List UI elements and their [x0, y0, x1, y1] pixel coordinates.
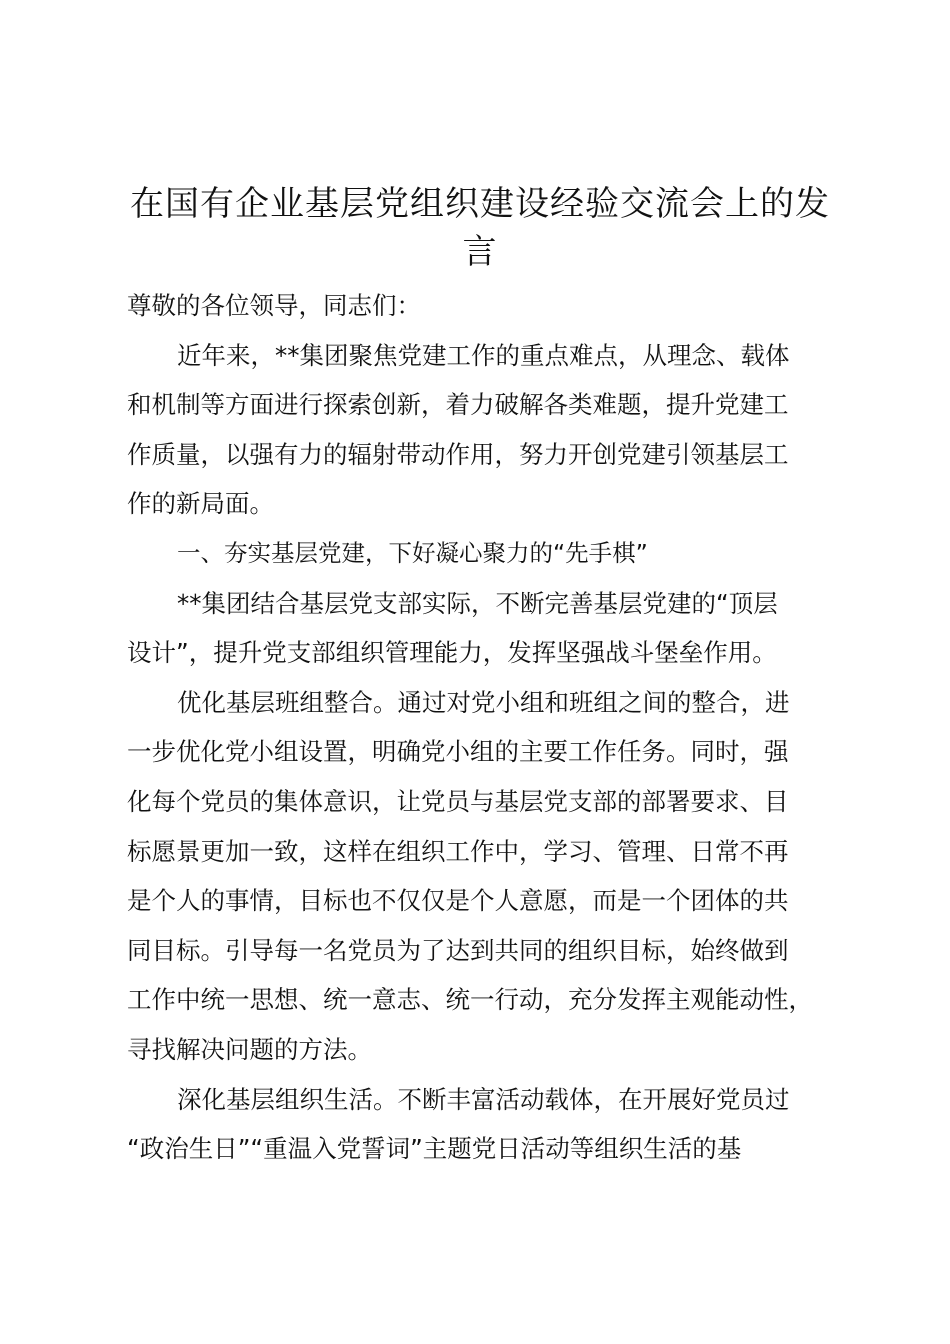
body-line: 寻找解决问题的方法。 [127, 1034, 372, 1064]
body-line: 工作中统一思想、统一意志、统一行动，充分发挥主观能动性， [127, 985, 813, 1015]
body-line: “政治生日”“重温入党誓词”主题党日活动等组织生活的基 [127, 1134, 742, 1164]
body-line: **集团结合基层党支部实际，不断完善基层党建的“顶层 [177, 588, 778, 618]
title-line-1: 在国有企业基层党组织建设经验交流会上的发 [130, 184, 830, 224]
section-heading: 一、夯实基层党建，下好凝心聚力的“先手棋” [177, 538, 648, 567]
body-line: 设计”，提升党支部组织管理能力，发挥坚强战斗堡垒作用。 [127, 638, 777, 668]
body-line: 化每个党员的集体意识，让党员与基层党支部的部署要求、目 [127, 786, 789, 816]
title-line-2: 言 [462, 232, 498, 272]
body-line: 和机制等方面进行探索创新，着力破解各类难题，提升党建工 [127, 390, 789, 420]
body-line: 深化基层组织生活。不断丰富活动载体，在开展好党员过 [177, 1084, 790, 1114]
body-line: 作的新局面。 [127, 489, 274, 519]
body-line: 标愿景更加一致，这样在组织工作中，学习、管理、日常不再 [127, 836, 789, 866]
salutation: 尊敬的各位领导，同志们： [127, 291, 421, 320]
body-line: 作质量，以强有力的辐射带动作用，努力开创党建引领基层工 [127, 439, 789, 469]
body-line: 近年来，**集团聚焦党建工作的重点难点，从理念、载体 [177, 340, 790, 370]
body-line: 同目标。引导每一名党员为了达到共同的组织目标，始终做到 [127, 935, 789, 965]
body-line: 优化基层班组整合。通过对党小组和班组之间的整合，进 [177, 687, 790, 717]
document-body [127, 281, 855, 1174]
document-title [120, 180, 840, 276]
body-line: 是个人的事情，目标也不仅仅是个人意愿，而是一个团体的共 [127, 886, 789, 916]
body-line: 一步优化党小组设置，明确党小组的主要工作任务。同时，强 [127, 737, 789, 767]
